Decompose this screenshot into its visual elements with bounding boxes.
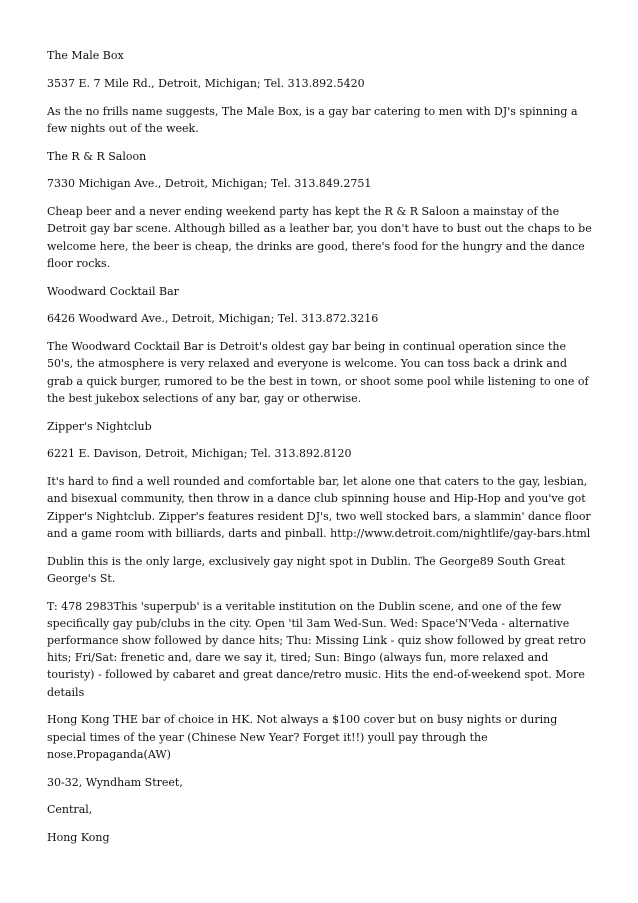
venue-address-woodward: 6426 Woodward Ave., Detroit, Michigan; Tel. 313.872.3216 — [47, 312, 379, 326]
venue-address-line-3: Hong Kong — [47, 831, 110, 845]
venue-title-rr-saloon: The R & R Saloon — [47, 149, 147, 163]
venue-description-rr-saloon: Cheap beer and a never ending weekend party has kept the R & R Saloon a mainstay of the Detroit gay bar scene. Although billed as a leather bar, you don't have to bust out the chaps to be welcome here, the beer is cheap, the drinks are good, there's food for the hungry and the dance floor rocks. — [47, 205, 592, 270]
venue-title-zippers: Zipper's Nightclub — [47, 419, 152, 433]
venue-address-rr-saloon: 7330 Michigan Ave., Detroit, Michigan; Tel. 313.849.2751 — [47, 177, 372, 191]
venue-address-male-box: 3537 E. 7 Mile Rd., Detroit, Michigan; Tel. 313.892.5420 — [47, 76, 365, 90]
venue-address-zippers: 6221 E. Davison, Detroit, Michigan; Tel. 313.892.8120 — [47, 447, 352, 461]
venue-title-woodward: Woodward Cocktail Bar — [47, 284, 179, 298]
venue-description-dublin: T: 478 2983This 'superpub' is a veritable institution on the Dublin scene, and one of the few specifically gay pub/clubs in the city. Open 'til 3am Wed-Sun. Wed: Space'N'Veda - alternative performance show followed by dance hits; Thu: Missing Link - quiz show followed by great retro hits; Fri/Sat: frenetic and, dare we say it, tired; Sun: Bingo (always fun, more relaxed and touristy) - followed by cabaret and great dance/retro music. Hits the end-of-weekend spot. More details — [47, 599, 586, 699]
venue-description-woodward: The Woodward Cocktail Bar is Detroit's oldest gay bar being in continual operation since the 50's, the atmosphere is very relaxed and everyone is welcome. You can toss back a drink and grab a quick burger, rumored to be the best in town, or shoot some pool while listening to one of the best jukebox selections of any bar, gay or otherwise. — [47, 340, 589, 405]
venue-description-zippers: It's hard to find a well rounded and comfortable bar, let alone one that caters to the gay, lesbian, and bisexual community, then throw in a dance club spinning house and Hip-Hop and you've got Zipper's Nightclub. Zipper's features resident DJ's, two well stocked bars, a slammin' dance floor and a game room with billiards, darts and pinball. http://www.detroit.com/nightlife/gay-bars.html — [47, 475, 591, 540]
venue-title-male-box: The Male Box — [47, 49, 124, 62]
venue-address-line-1: 30-32, Wyndham Street, — [47, 775, 183, 789]
venue-dublin-intro: Dublin this is the only large, exclusively gay night spot in Dublin. The George89 South Great George's St. — [47, 554, 566, 585]
venue-description-male-box: As the no frills name suggests, The Male Box, is a gay bar catering to men with DJ's spinning a few nights out of the week. — [47, 104, 578, 135]
venue-hong-kong-intro: Hong Kong THE bar of choice in HK. Not always a $100 cover but on busy nights or during special times of the year (Chinese New Year? Forget it!!) youll pay through the nose.Propaganda(AW) — [47, 713, 558, 761]
venue-address-line-2: Central, — [47, 803, 93, 817]
document-page — [47, 47, 595, 857]
